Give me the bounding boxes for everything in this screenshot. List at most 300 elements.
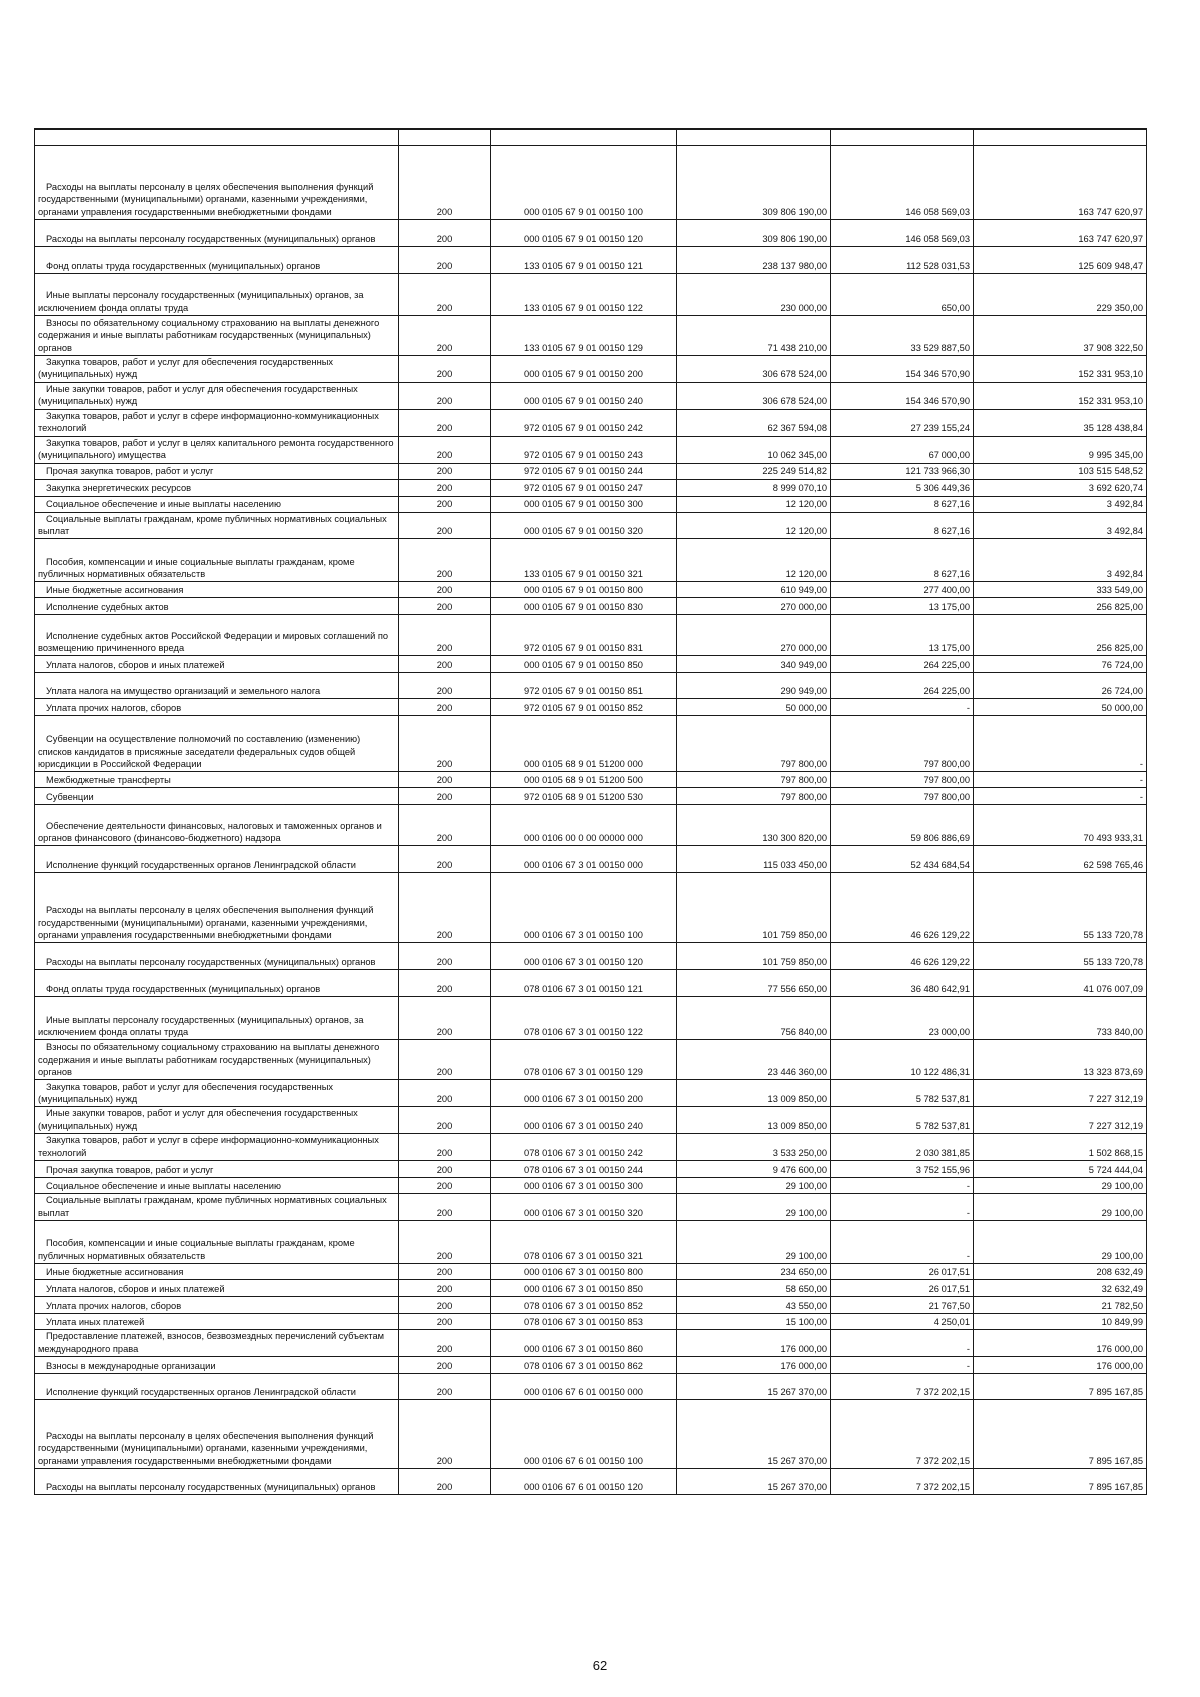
expense-name-cell bbox=[35, 512, 399, 539]
budget-classification-code-cell: 000 0106 67 3 01 00150 100 bbox=[491, 873, 677, 943]
line-code-cell: 200 bbox=[399, 496, 491, 512]
expense-name-cell bbox=[35, 1357, 399, 1374]
line-code-cell: 200 bbox=[399, 788, 491, 805]
unexecuted-amount-cell: 32 632,49 bbox=[974, 1280, 1147, 1297]
approved-amount-cell: 238 137 980,00 bbox=[677, 247, 831, 274]
expense-name-cell bbox=[35, 1314, 399, 1330]
expense-name-cell bbox=[35, 316, 399, 356]
executed-amount-cell: 121 733 966,30 bbox=[831, 463, 974, 479]
approved-amount-cell: 12 120,00 bbox=[677, 539, 831, 582]
blank-cell bbox=[399, 129, 491, 146]
blank-cell bbox=[35, 129, 399, 146]
table-row bbox=[35, 1314, 1147, 1330]
line-code-cell: 200 bbox=[399, 1264, 491, 1280]
line-code-cell: 200 bbox=[399, 1297, 491, 1314]
table-row bbox=[35, 997, 1147, 1040]
expense-name-text: Расходы на выплаты персоналу государственных (муниципальных) органов bbox=[46, 1481, 376, 1492]
budget-classification-code-cell: 000 0105 67 9 01 00150 100 bbox=[491, 146, 677, 220]
budget-classification-code-cell: 000 0106 67 3 01 00150 120 bbox=[491, 943, 677, 970]
expense-name-cell bbox=[35, 146, 399, 220]
approved-amount-cell: 290 949,00 bbox=[677, 673, 831, 699]
table-row bbox=[35, 1280, 1147, 1297]
executed-amount-cell: 33 529 887,50 bbox=[831, 316, 974, 356]
expense-name-text: Субвенции bbox=[46, 792, 94, 803]
expense-name-cell bbox=[35, 699, 399, 716]
unexecuted-amount-cell: 1 502 868,15 bbox=[974, 1134, 1147, 1161]
line-code-cell: 200 bbox=[399, 1357, 491, 1374]
table-row bbox=[35, 615, 1147, 656]
executed-amount-cell: 2 030 381,85 bbox=[831, 1134, 974, 1161]
unexecuted-amount-cell: 7 227 312,19 bbox=[974, 1080, 1147, 1107]
budget-classification-code-cell: 000 0105 67 9 01 00150 850 bbox=[491, 656, 677, 673]
line-code-cell: 200 bbox=[399, 1178, 491, 1194]
line-code-cell: 200 bbox=[399, 615, 491, 656]
table-row bbox=[35, 1357, 1147, 1374]
expense-name-text: Расходы на выплаты персоналу в целях обеспечения выполнения функций государственными (муниципальными) органами, казенными учреждениями, органами управления государственными внебюджетными фондами bbox=[38, 181, 374, 217]
expense-name-text: Расходы на выплаты персоналу в целях обеспечения выполнения функций государственными (муниципальными) органами, казенными учреждениями, органами управления государственными внебюджетными фондами bbox=[38, 1431, 374, 1466]
unexecuted-amount-cell: 3 492,84 bbox=[974, 539, 1147, 582]
line-code-cell: 200 bbox=[399, 539, 491, 582]
budget-classification-code-cell: 000 0105 67 9 01 00150 800 bbox=[491, 582, 677, 598]
budget-classification-code-cell: 133 0105 67 9 01 00150 122 bbox=[491, 274, 677, 316]
executed-amount-cell: - bbox=[831, 1330, 974, 1357]
table-row bbox=[35, 598, 1147, 615]
unexecuted-amount-cell: 29 100,00 bbox=[974, 1178, 1147, 1194]
executed-amount-cell: 36 480 642,91 bbox=[831, 970, 974, 997]
unexecuted-amount-cell: 7 227 312,19 bbox=[974, 1107, 1147, 1134]
budget-classification-code-cell: 000 0106 67 3 01 00150 800 bbox=[491, 1264, 677, 1280]
table-row bbox=[35, 274, 1147, 316]
line-code-cell: 200 bbox=[399, 1221, 491, 1264]
line-code-cell: 200 bbox=[399, 1400, 491, 1469]
line-code-cell: 200 bbox=[399, 997, 491, 1040]
line-code-cell: 200 bbox=[399, 1469, 491, 1495]
approved-amount-cell: 797 800,00 bbox=[677, 788, 831, 805]
blank-cell bbox=[491, 129, 677, 146]
approved-amount-cell: 77 556 650,00 bbox=[677, 970, 831, 997]
expense-name-text: Уплата налога на имущество организаций и земельного налога bbox=[46, 686, 321, 697]
table-row bbox=[35, 382, 1147, 409]
table-row bbox=[35, 1040, 1147, 1080]
executed-amount-cell: 146 058 569,03 bbox=[831, 220, 974, 247]
expense-name-cell bbox=[35, 1107, 399, 1134]
budget-classification-code-cell: 078 0106 67 3 01 00150 244 bbox=[491, 1161, 677, 1178]
expense-name-text: Закупка товаров, работ и услуг в сфере информационно-коммуникационных технологий bbox=[38, 1135, 379, 1158]
unexecuted-amount-cell: 62 598 765,46 bbox=[974, 846, 1147, 873]
table-row bbox=[35, 699, 1147, 716]
approved-amount-cell: 29 100,00 bbox=[677, 1194, 831, 1221]
expense-name-text: Социальное обеспечение и иные выплаты населению bbox=[46, 499, 281, 510]
unexecuted-amount-cell: 103 515 548,52 bbox=[974, 463, 1147, 479]
budget-classification-code-cell: 133 0105 67 9 01 00150 129 bbox=[491, 316, 677, 356]
table-row bbox=[35, 1374, 1147, 1400]
unexecuted-amount-cell: - bbox=[974, 772, 1147, 788]
table-top-rule bbox=[35, 129, 1147, 146]
line-code-cell: 200 bbox=[399, 1161, 491, 1178]
unexecuted-amount-cell: 733 840,00 bbox=[974, 997, 1147, 1040]
executed-amount-cell: - bbox=[831, 1357, 974, 1374]
blank-cell bbox=[677, 129, 831, 146]
table-row bbox=[35, 805, 1147, 846]
executed-amount-cell: 46 626 129,22 bbox=[831, 943, 974, 970]
executed-amount-cell: 112 528 031,53 bbox=[831, 247, 974, 274]
expense-name-cell bbox=[35, 943, 399, 970]
unexecuted-amount-cell: 208 632,49 bbox=[974, 1264, 1147, 1280]
line-code-cell: 200 bbox=[399, 146, 491, 220]
table-row bbox=[35, 146, 1147, 220]
expense-name-cell bbox=[35, 220, 399, 247]
expense-name-cell bbox=[35, 805, 399, 846]
executed-amount-cell: 797 800,00 bbox=[831, 788, 974, 805]
executed-amount-cell: 4 250,01 bbox=[831, 1314, 974, 1330]
budget-classification-code-cell: 078 0106 67 3 01 00150 852 bbox=[491, 1297, 677, 1314]
table-row bbox=[35, 512, 1147, 539]
expense-name-cell bbox=[35, 772, 399, 788]
line-code-cell: 200 bbox=[399, 356, 491, 383]
expense-name-cell bbox=[35, 598, 399, 615]
expense-name-cell bbox=[35, 247, 399, 274]
executed-amount-cell: 5 306 449,36 bbox=[831, 479, 974, 496]
expense-name-cell bbox=[35, 274, 399, 316]
executed-amount-cell: 46 626 129,22 bbox=[831, 873, 974, 943]
expense-name-text: Расходы на выплаты персоналу государственных (муниципальных) органов bbox=[46, 233, 376, 244]
line-code-cell: 200 bbox=[399, 772, 491, 788]
executed-amount-cell: 797 800,00 bbox=[831, 772, 974, 788]
unexecuted-amount-cell: 21 782,50 bbox=[974, 1297, 1147, 1314]
table-row bbox=[35, 1264, 1147, 1280]
expense-name-cell bbox=[35, 356, 399, 383]
executed-amount-cell: 154 346 570,90 bbox=[831, 382, 974, 409]
approved-amount-cell: 12 120,00 bbox=[677, 512, 831, 539]
approved-amount-cell: 15 267 370,00 bbox=[677, 1400, 831, 1469]
executed-amount-cell: 21 767,50 bbox=[831, 1297, 974, 1314]
unexecuted-amount-cell: 29 100,00 bbox=[974, 1221, 1147, 1264]
budget-classification-code-cell: 000 0106 67 3 01 00150 300 bbox=[491, 1178, 677, 1194]
table-row bbox=[35, 846, 1147, 873]
unexecuted-amount-cell: 176 000,00 bbox=[974, 1357, 1147, 1374]
budget-classification-code-cell: 000 0106 67 3 01 00150 850 bbox=[491, 1280, 677, 1297]
expense-name-text: Предоставление платежей, взносов, безвозмездных перечислений субъектам международного права bbox=[38, 1331, 385, 1354]
executed-amount-cell: 26 017,51 bbox=[831, 1280, 974, 1297]
table-row bbox=[35, 673, 1147, 699]
budget-classification-code-cell: 972 0105 67 9 01 00150 243 bbox=[491, 436, 677, 463]
unexecuted-amount-cell: 76 724,00 bbox=[974, 656, 1147, 673]
budget-classification-code-cell: 000 0106 00 0 00 00000 000 bbox=[491, 805, 677, 846]
expense-name-cell bbox=[35, 673, 399, 699]
line-code-cell: 200 bbox=[399, 673, 491, 699]
table-row bbox=[35, 1221, 1147, 1264]
unexecuted-amount-cell: 29 100,00 bbox=[974, 1194, 1147, 1221]
expense-name-text: Социальные выплаты гражданам, кроме публичных нормативных социальных выплат bbox=[38, 513, 387, 537]
executed-amount-cell: 797 800,00 bbox=[831, 716, 974, 772]
executed-amount-cell: 67 000,00 bbox=[831, 436, 974, 463]
line-code-cell: 200 bbox=[399, 970, 491, 997]
approved-amount-cell: 234 650,00 bbox=[677, 1264, 831, 1280]
table-row bbox=[35, 788, 1147, 805]
unexecuted-amount-cell: 50 000,00 bbox=[974, 699, 1147, 716]
approved-amount-cell: 610 949,00 bbox=[677, 582, 831, 598]
expense-name-text: Иные бюджетные ассигнования bbox=[46, 1266, 184, 1277]
expense-name-text: Исполнение судебных актов Российской Федерации и мировых соглашений по возмещению причиненного вреда bbox=[38, 630, 389, 654]
approved-amount-cell: 340 949,00 bbox=[677, 656, 831, 673]
executed-amount-cell: 7 372 202,15 bbox=[831, 1374, 974, 1400]
unexecuted-amount-cell: 55 133 720,78 bbox=[974, 873, 1147, 943]
budget-classification-code-cell: 972 0105 67 9 01 00150 247 bbox=[491, 479, 677, 496]
line-code-cell: 200 bbox=[399, 1314, 491, 1330]
executed-amount-cell: 52 434 684,54 bbox=[831, 846, 974, 873]
expense-name-cell bbox=[35, 1221, 399, 1264]
unexecuted-amount-cell: 176 000,00 bbox=[974, 1330, 1147, 1357]
budget-classification-code-cell: 078 0106 67 3 01 00150 129 bbox=[491, 1040, 677, 1080]
line-code-cell: 200 bbox=[399, 943, 491, 970]
expense-name-cell bbox=[35, 1330, 399, 1357]
unexecuted-amount-cell: 3 492,84 bbox=[974, 512, 1147, 539]
approved-amount-cell: 15 267 370,00 bbox=[677, 1374, 831, 1400]
expense-name-text: Уплата налогов, сборов и иных платежей bbox=[46, 1283, 225, 1294]
line-code-cell: 200 bbox=[399, 716, 491, 772]
expense-name-cell bbox=[35, 582, 399, 598]
table-row bbox=[35, 582, 1147, 598]
expense-name-text: Уплата прочих налогов, сборов bbox=[46, 1300, 182, 1311]
executed-amount-cell: - bbox=[831, 1178, 974, 1194]
expense-name-cell bbox=[35, 409, 399, 436]
approved-amount-cell: 50 000,00 bbox=[677, 699, 831, 716]
expense-name-text: Пособия, компенсации и иные социальные выплаты гражданам, кроме публичных нормативных обязательств bbox=[38, 556, 355, 580]
budget-classification-code-cell: 000 0105 67 9 01 00150 320 bbox=[491, 512, 677, 539]
expense-name-cell bbox=[35, 1297, 399, 1314]
expense-name-text: Взносы по обязательному социальному страхованию на выплаты денежного содержания и иные выплаты работникам государственных (муниципальных) органов bbox=[38, 317, 380, 353]
budget-classification-code-cell: 972 0105 67 9 01 00150 242 bbox=[491, 409, 677, 436]
expense-name-text: Прочая закупка товаров, работ и услуг bbox=[46, 1164, 214, 1175]
approved-amount-cell: 29 100,00 bbox=[677, 1221, 831, 1264]
line-code-cell: 200 bbox=[399, 1134, 491, 1161]
expense-name-text: Закупка товаров, работ и услуг в сфере информационно-коммуникационных технологий bbox=[38, 410, 379, 434]
expense-name-text: Закупка товаров, работ и услуг в целях капитального ремонта государственного (муниципального) имущества bbox=[38, 437, 394, 461]
executed-amount-cell: 264 225,00 bbox=[831, 656, 974, 673]
executed-amount-cell: 8 627,16 bbox=[831, 512, 974, 539]
executed-amount-cell: - bbox=[831, 1194, 974, 1221]
executed-amount-cell: 23 000,00 bbox=[831, 997, 974, 1040]
line-code-cell: 200 bbox=[399, 1107, 491, 1134]
budget-classification-code-cell: 000 0106 67 6 01 00150 100 bbox=[491, 1400, 677, 1469]
budget-classification-code-cell: 000 0106 67 3 01 00150 240 bbox=[491, 1107, 677, 1134]
unexecuted-amount-cell: 5 724 444,04 bbox=[974, 1161, 1147, 1178]
line-code-cell: 200 bbox=[399, 436, 491, 463]
approved-amount-cell: 306 678 524,00 bbox=[677, 356, 831, 383]
unexecuted-amount-cell: 13 323 873,69 bbox=[974, 1040, 1147, 1080]
approved-amount-cell: 306 678 524,00 bbox=[677, 382, 831, 409]
budget-classification-code-cell: 000 0106 67 3 01 00150 200 bbox=[491, 1080, 677, 1107]
approved-amount-cell: 13 009 850,00 bbox=[677, 1107, 831, 1134]
approved-amount-cell: 29 100,00 bbox=[677, 1178, 831, 1194]
unexecuted-amount-cell: - bbox=[974, 788, 1147, 805]
approved-amount-cell: 270 000,00 bbox=[677, 598, 831, 615]
table-row bbox=[35, 316, 1147, 356]
unexecuted-amount-cell: 125 609 948,47 bbox=[974, 247, 1147, 274]
expense-name-text: Закупка товаров, работ и услуг для обеспечения государственных (муниципальных) нужд bbox=[38, 1081, 334, 1105]
budget-classification-code-cell: 078 0106 67 3 01 00150 862 bbox=[491, 1357, 677, 1374]
table-row bbox=[35, 1297, 1147, 1314]
executed-amount-cell: 5 782 537,81 bbox=[831, 1080, 974, 1107]
approved-amount-cell: 309 806 190,00 bbox=[677, 146, 831, 220]
expense-name-cell bbox=[35, 463, 399, 479]
budget-classification-code-cell: 972 0105 68 9 01 51200 530 bbox=[491, 788, 677, 805]
expense-name-text: Социальные выплаты гражданам, кроме публичных нормативных социальных выплат bbox=[38, 1195, 387, 1218]
executed-amount-cell: 10 122 486,31 bbox=[831, 1040, 974, 1080]
unexecuted-amount-cell: 10 849,99 bbox=[974, 1314, 1147, 1330]
executed-amount-cell: 146 058 569,03 bbox=[831, 146, 974, 220]
expense-name-text: Фонд оплаты труда государственных (муниципальных) органов bbox=[46, 984, 321, 995]
expense-name-cell bbox=[35, 1178, 399, 1194]
expense-name-text: Иные закупки товаров, работ и услуг для обеспечения государственных (муниципальных) нужд bbox=[38, 1108, 358, 1131]
expense-name-text: Иные бюджетные ассигнования bbox=[46, 585, 184, 596]
executed-amount-cell: 650,00 bbox=[831, 274, 974, 316]
table-body bbox=[35, 129, 1147, 1495]
approved-amount-cell: 12 120,00 bbox=[677, 496, 831, 512]
budget-classification-code-cell: 078 0106 67 3 01 00150 242 bbox=[491, 1134, 677, 1161]
table-row bbox=[35, 356, 1147, 383]
expense-name-text: Исполнение функций государственных органов Ленинградской области bbox=[46, 860, 356, 871]
approved-amount-cell: 176 000,00 bbox=[677, 1357, 831, 1374]
budget-classification-code-cell: 000 0106 67 6 01 00150 120 bbox=[491, 1469, 677, 1495]
expense-name-text: Закупка товаров, работ и услуг для обеспечения государственных (муниципальных) нужд bbox=[38, 357, 334, 380]
table-row bbox=[35, 409, 1147, 436]
line-code-cell: 200 bbox=[399, 382, 491, 409]
table-row bbox=[35, 1400, 1147, 1469]
approved-amount-cell: 58 650,00 bbox=[677, 1280, 831, 1297]
expense-name-text: Уплата налогов, сборов и иных платежей bbox=[46, 660, 225, 671]
expense-name-text: Исполнение судебных актов bbox=[46, 602, 169, 613]
executed-amount-cell: 7 372 202,15 bbox=[831, 1400, 974, 1469]
executed-amount-cell: 13 175,00 bbox=[831, 615, 974, 656]
table-row bbox=[35, 873, 1147, 943]
expense-name-text: Обеспечение деятельности финансовых, налоговых и таможенных органов и органов финансового (финансово-бюджетного) надзора bbox=[38, 820, 382, 844]
expense-name-cell bbox=[35, 1264, 399, 1280]
expense-name-cell bbox=[35, 846, 399, 873]
budget-classification-code-cell: 000 0105 67 9 01 00150 200 bbox=[491, 356, 677, 383]
approved-amount-cell: 43 550,00 bbox=[677, 1297, 831, 1314]
approved-amount-cell: 8 999 070,10 bbox=[677, 479, 831, 496]
budget-classification-code-cell: 000 0106 67 3 01 00150 320 bbox=[491, 1194, 677, 1221]
expense-name-cell bbox=[35, 1161, 399, 1178]
approved-amount-cell: 225 249 514,82 bbox=[677, 463, 831, 479]
executed-amount-cell: 7 372 202,15 bbox=[831, 1469, 974, 1495]
table-row bbox=[35, 1178, 1147, 1194]
expense-name-text: Иные выплаты персоналу государственных (муниципальных) органов, за исключением фонда оплаты труда bbox=[38, 1014, 364, 1038]
executed-amount-cell: 27 239 155,24 bbox=[831, 409, 974, 436]
budget-classification-code-cell: 000 0105 67 9 01 00150 120 bbox=[491, 220, 677, 247]
table-row bbox=[35, 656, 1147, 673]
unexecuted-amount-cell: 152 331 953,10 bbox=[974, 382, 1147, 409]
expense-name-text: Межбюджетные трансферты bbox=[46, 775, 171, 786]
table-row bbox=[35, 1469, 1147, 1495]
approved-amount-cell: 756 840,00 bbox=[677, 997, 831, 1040]
expense-name-text: Взносы в международные организации bbox=[46, 1360, 216, 1371]
approved-amount-cell: 797 800,00 bbox=[677, 716, 831, 772]
expense-name-cell bbox=[35, 1400, 399, 1469]
expense-name-text: Иные выплаты персоналу государственных (муниципальных) органов, за исключением фонда оплаты труда bbox=[38, 290, 364, 313]
budget-classification-code-cell: 000 0105 67 9 01 00150 300 bbox=[491, 496, 677, 512]
expense-name-cell bbox=[35, 1134, 399, 1161]
approved-amount-cell: 797 800,00 bbox=[677, 772, 831, 788]
budget-classification-code-cell: 000 0106 67 6 01 00150 000 bbox=[491, 1374, 677, 1400]
executed-amount-cell: 8 627,16 bbox=[831, 496, 974, 512]
line-code-cell: 200 bbox=[399, 582, 491, 598]
approved-amount-cell: 101 759 850,00 bbox=[677, 943, 831, 970]
line-code-cell: 200 bbox=[399, 805, 491, 846]
approved-amount-cell: 309 806 190,00 bbox=[677, 220, 831, 247]
expense-name-text: Расходы на выплаты персоналу государственных (муниципальных) органов bbox=[46, 957, 376, 968]
budget-classification-code-cell: 972 0105 67 9 01 00150 851 bbox=[491, 673, 677, 699]
expense-name-cell bbox=[35, 1080, 399, 1107]
executed-amount-cell: 264 225,00 bbox=[831, 673, 974, 699]
line-code-cell: 200 bbox=[399, 598, 491, 615]
unexecuted-amount-cell: 229 350,00 bbox=[974, 274, 1147, 316]
unexecuted-amount-cell: 256 825,00 bbox=[974, 598, 1147, 615]
approved-amount-cell: 9 476 600,00 bbox=[677, 1161, 831, 1178]
unexecuted-amount-cell: 9 995 345,00 bbox=[974, 436, 1147, 463]
table-row bbox=[35, 539, 1147, 582]
expense-name-cell bbox=[35, 997, 399, 1040]
executed-amount-cell: 3 752 155,96 bbox=[831, 1161, 974, 1178]
unexecuted-amount-cell: 256 825,00 bbox=[974, 615, 1147, 656]
expense-name-text: Субвенции на осуществление полномочий по составлению (изменению) списков кандидатов в присяжные заседатели федеральных судов общей юрисдикции в Российской Федерации bbox=[38, 734, 361, 770]
table-row bbox=[35, 772, 1147, 788]
expense-name-cell bbox=[35, 1040, 399, 1080]
table-row bbox=[35, 1080, 1147, 1107]
table-row bbox=[35, 479, 1147, 496]
executed-amount-cell: 8 627,16 bbox=[831, 539, 974, 582]
blank-cell bbox=[974, 129, 1147, 146]
executed-amount-cell: - bbox=[831, 699, 974, 716]
expense-name-cell bbox=[35, 1469, 399, 1495]
table-row bbox=[35, 1107, 1147, 1134]
line-code-cell: 200 bbox=[399, 1080, 491, 1107]
line-code-cell: 200 bbox=[399, 274, 491, 316]
executed-amount-cell: 59 806 886,69 bbox=[831, 805, 974, 846]
table-row bbox=[35, 247, 1147, 274]
unexecuted-amount-cell: 163 747 620,97 bbox=[974, 146, 1147, 220]
table-row bbox=[35, 220, 1147, 247]
unexecuted-amount-cell: 26 724,00 bbox=[974, 673, 1147, 699]
table-row bbox=[35, 1194, 1147, 1221]
expense-name-cell bbox=[35, 1374, 399, 1400]
approved-amount-cell: 71 438 210,00 bbox=[677, 316, 831, 356]
expense-name-cell bbox=[35, 1280, 399, 1297]
table-row bbox=[35, 436, 1147, 463]
budget-classification-code-cell: 133 0105 67 9 01 00150 121 bbox=[491, 247, 677, 274]
expense-name-text: Фонд оплаты труда государственных (муниципальных) органов bbox=[46, 260, 321, 271]
line-code-cell: 200 bbox=[399, 1040, 491, 1080]
approved-amount-cell: 115 033 450,00 bbox=[677, 846, 831, 873]
expense-name-cell bbox=[35, 873, 399, 943]
line-code-cell: 200 bbox=[399, 220, 491, 247]
expense-name-cell bbox=[35, 656, 399, 673]
unexecuted-amount-cell: 3 492,84 bbox=[974, 496, 1147, 512]
expense-name-text: Социальное обеспечение и иные выплаты населению bbox=[46, 1180, 281, 1191]
approved-amount-cell: 10 062 345,00 bbox=[677, 436, 831, 463]
budget-classification-code-cell: 078 0106 67 3 01 00150 321 bbox=[491, 1221, 677, 1264]
line-code-cell: 200 bbox=[399, 873, 491, 943]
table-row bbox=[35, 1161, 1147, 1178]
expense-name-text: Расходы на выплаты персоналу в целях обеспечения выполнения функций государственными (муниципальными) органами, казенными учреждениями, органами управления государственными внебюджетными фондами bbox=[38, 905, 374, 941]
line-code-cell: 200 bbox=[399, 1194, 491, 1221]
expense-name-cell bbox=[35, 716, 399, 772]
approved-amount-cell: 15 100,00 bbox=[677, 1314, 831, 1330]
expense-name-cell bbox=[35, 970, 399, 997]
line-code-cell: 200 bbox=[399, 479, 491, 496]
approved-amount-cell: 270 000,00 bbox=[677, 615, 831, 656]
